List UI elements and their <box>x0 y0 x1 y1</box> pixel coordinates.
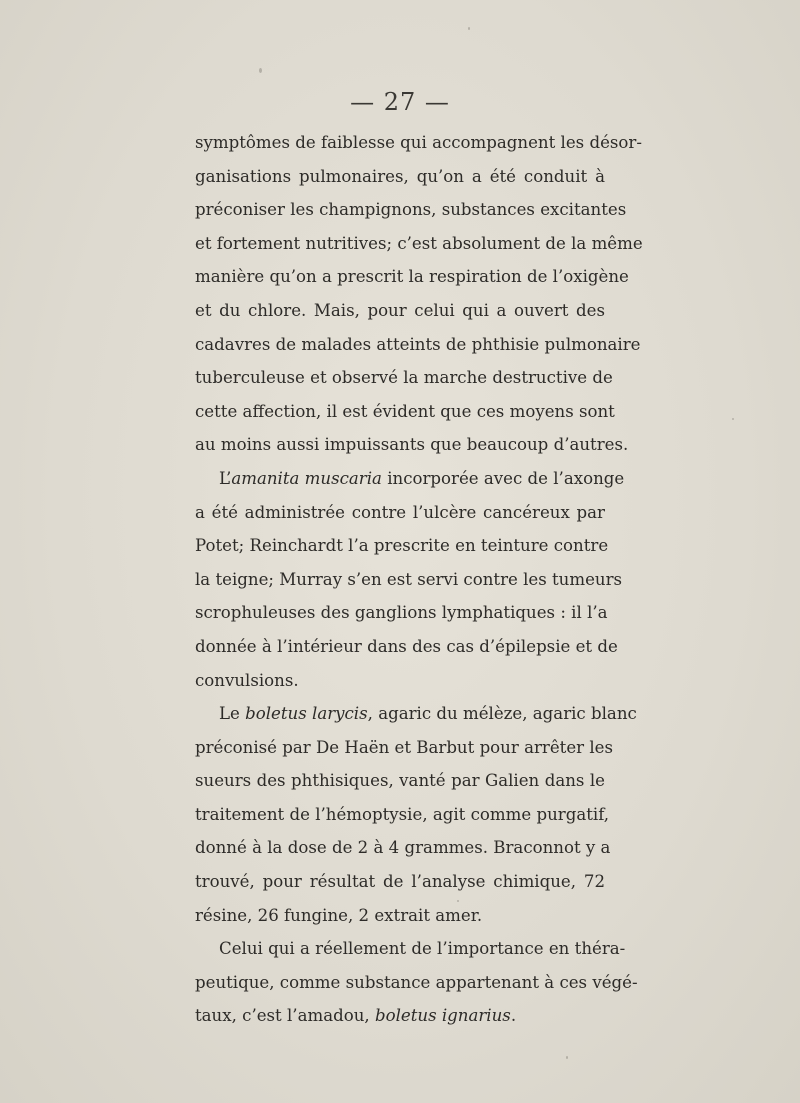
text-line: peutique, comme substance appartenant à ces végé- <box>195 972 638 992</box>
text-line: cette affection, il est évident que ces moyens sont <box>195 401 615 421</box>
text-line: résine, 26 fungine, 2 extrait amer. <box>195 905 483 925</box>
text-line: Potet; Reinchardt l’a prescrite en teinture contre <box>195 536 609 556</box>
text-line: préconiser les champignons, substances excitantes <box>195 200 627 220</box>
text-run: incorporée avec de l’axonge <box>381 468 625 488</box>
text-run: taux, c’est l’amadou, <box>195 1006 375 1026</box>
text-run: , agaric du mélèze, agaric blanc <box>367 704 637 724</box>
text-line <box>195 462 625 496</box>
body-text <box>195 126 643 1033</box>
paper-speck <box>566 1056 568 1059</box>
paper-speck <box>732 418 734 420</box>
text-line: scrophuleuses des ganglions lymphatiques : il l’a <box>195 603 608 623</box>
text-line: traitement de l’hémoptysie, agit comme purgatif, <box>195 804 610 824</box>
text-line: tuberculeuse et observé la marche destructive de <box>195 368 613 388</box>
text-line <box>195 697 637 731</box>
text-line: Celui qui a réellement de l’importance en théra- <box>219 939 626 959</box>
text-line: manière qu’on a prescrit la respiration de l’oxigène <box>195 267 629 287</box>
paper-speck <box>457 900 459 902</box>
text-line: trouvé, pour résultat de l’analyse chimique, 72 <box>195 872 605 892</box>
italic-term: boletus ignarius <box>374 1006 511 1026</box>
text-run: Le <box>219 704 246 724</box>
italic-term: boletus larycis <box>245 704 368 724</box>
text-run: L’ <box>219 468 232 488</box>
text-line: convulsions. <box>195 670 299 690</box>
page-number: — 27 — <box>350 88 450 116</box>
text-line <box>195 999 605 1033</box>
text-line: au moins aussi impuissants que beaucoup d’autres. <box>195 435 629 455</box>
text-line: ganisations pulmonaires, qu’on a été conduit à <box>195 166 605 186</box>
italic-term: amanita muscaria <box>231 468 382 488</box>
text-run: . <box>510 1006 517 1026</box>
text-line: sueurs des phthisiques, vanté par Galien dans le <box>195 771 605 791</box>
text-line: symptômes de faiblesse qui accompagnent les désor- <box>195 133 642 152</box>
text-line: donnée à l’intérieur dans des cas d’épilepsie et de <box>195 636 618 656</box>
paper-speck <box>468 27 470 30</box>
text-line: préconisé par De Haën et Barbut pour arrêter les <box>195 737 613 757</box>
text-line: cadavres de malades atteints de phthisie pulmonaire <box>195 334 641 354</box>
text-line: a été administrée contre l’ulcère cancéreux par <box>195 502 605 522</box>
text-line: et du chlore. Mais, pour celui qui a ouvert des <box>195 300 605 320</box>
text-line: la teigne; Murray s’en est servi contre les tumeurs <box>195 569 623 589</box>
paper-speck <box>259 68 262 73</box>
text-line: et fortement nutritives; c’est absolument de la même <box>195 233 643 253</box>
text-line: donné à la dose de 2 à 4 grammes. Braconnot y a <box>195 838 611 858</box>
